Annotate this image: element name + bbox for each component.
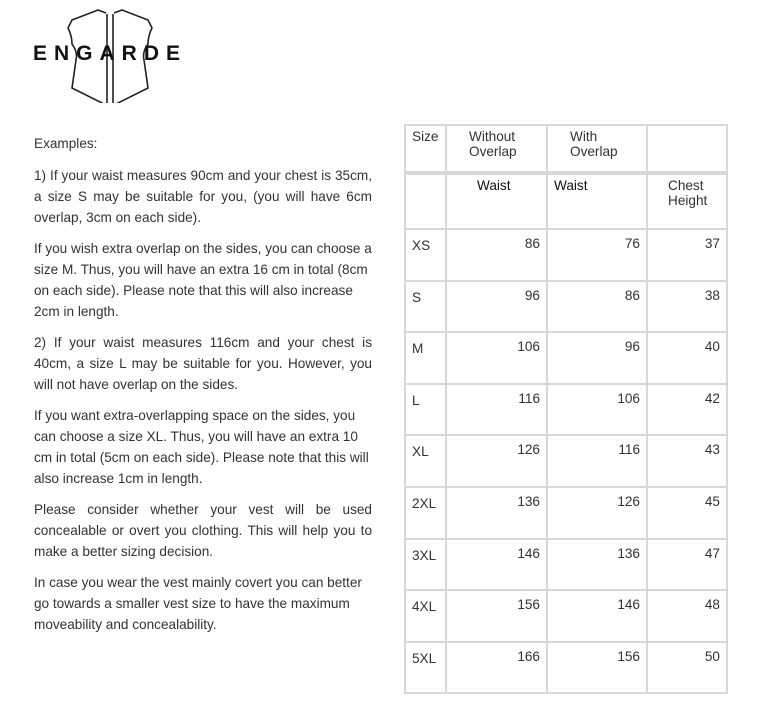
chest-height-cell: 48 bbox=[647, 590, 727, 642]
header-cell: Chest Height bbox=[647, 173, 727, 229]
examples-text bbox=[34, 133, 372, 645]
size-cell: XS bbox=[405, 229, 446, 281]
chest-height-cell: 43 bbox=[647, 435, 727, 487]
table-row bbox=[405, 539, 727, 591]
chest-height-cell: 45 bbox=[647, 487, 727, 539]
waist-without-overlap-cell: 126 bbox=[446, 435, 547, 487]
waist-without-overlap-cell: 156 bbox=[446, 590, 547, 642]
header-cell: With Overlap bbox=[547, 125, 647, 173]
examples-heading: Examples: bbox=[34, 136, 98, 151]
waist-without-overlap-cell: 136 bbox=[446, 487, 547, 539]
example-paragraph: In case you wear the vest mainly covert you can better go towards a smaller vest size to have the maximum moveability and concealability. bbox=[34, 575, 362, 632]
example-paragraph: 2) If your waist measures 116cm and your chest is 40cm, a size L may be suitable for you. However, you will not have overlap on the sides. bbox=[34, 335, 372, 392]
chest-height-cell: 38 bbox=[647, 281, 727, 333]
waist-without-overlap-cell: 146 bbox=[446, 539, 547, 591]
chest-height-cell: 37 bbox=[647, 229, 727, 281]
size-cell: 5XL bbox=[405, 642, 446, 694]
example-paragraph: 1) If your waist measures 90cm and your chest is 35cm, a size S may be suitable for you, (you will have 6cm overlap, 3cm on each side). bbox=[34, 168, 372, 225]
waist-with-overlap-cell: 116 bbox=[547, 435, 647, 487]
table-row bbox=[405, 487, 727, 539]
header-cell: Size bbox=[405, 125, 446, 173]
waist-with-overlap-cell: 76 bbox=[547, 229, 647, 281]
header-cell: Waist bbox=[446, 173, 547, 229]
brand-name: ENGARDE bbox=[32, 42, 187, 65]
waist-with-overlap-cell: 86 bbox=[547, 281, 647, 333]
table-row bbox=[405, 229, 727, 281]
size-cell: 3XL bbox=[405, 539, 446, 591]
waist-without-overlap-cell: 86 bbox=[446, 229, 547, 281]
table-row bbox=[405, 332, 727, 384]
waist-with-overlap-cell: 156 bbox=[547, 642, 647, 694]
waist-with-overlap-cell: 136 bbox=[547, 539, 647, 591]
size-cell: L bbox=[405, 384, 446, 436]
waist-with-overlap-cell: 146 bbox=[547, 590, 647, 642]
chest-height-cell: 47 bbox=[647, 539, 727, 591]
header-cell: Without Overlap bbox=[446, 125, 547, 173]
waist-without-overlap-cell: 96 bbox=[446, 281, 547, 333]
chest-height-cell: 42 bbox=[647, 384, 727, 436]
engarde-logo bbox=[30, 8, 190, 103]
table-row bbox=[405, 435, 727, 487]
waist-without-overlap-cell: 166 bbox=[446, 642, 547, 694]
table-row bbox=[405, 384, 727, 436]
waist-with-overlap-cell: 106 bbox=[547, 384, 647, 436]
size-cell: 4XL bbox=[405, 590, 446, 642]
size-cell: 2XL bbox=[405, 487, 446, 539]
example-paragraph: Please consider whether your vest will be used concealable or overt you clothing. This will help you to make a better sizing decision. bbox=[34, 502, 372, 559]
waist-with-overlap-cell: 96 bbox=[547, 332, 647, 384]
size-cell: XL bbox=[405, 435, 446, 487]
waist-without-overlap-cell: 106 bbox=[446, 332, 547, 384]
waist-with-overlap-cell: 126 bbox=[547, 487, 647, 539]
waist-without-overlap-cell: 116 bbox=[446, 384, 547, 436]
chest-height-cell: 50 bbox=[647, 642, 727, 694]
table-subheader-row bbox=[405, 173, 727, 229]
header-cell bbox=[647, 125, 727, 173]
example-paragraph: If you wish extra overlap on the sides, you can choose a size M. Thus, you will have an extra 16 cm in total (8cm on each side). Please note that this will also increase 2cm in length. bbox=[34, 241, 372, 319]
header-cell: Waist bbox=[547, 173, 647, 229]
table-row bbox=[405, 642, 727, 694]
table-row bbox=[405, 281, 727, 333]
size-table bbox=[404, 124, 728, 694]
header-cell bbox=[405, 173, 446, 229]
table-header-row bbox=[405, 125, 727, 173]
size-cell: S bbox=[405, 281, 446, 333]
chest-height-cell: 40 bbox=[647, 332, 727, 384]
example-paragraph: If you want extra-overlapping space on the sides, you can choose a size XL. Thus, you will have an extra 10 cm in total (5cm on each side). Please note that this will also increase 1cm in length. bbox=[34, 408, 369, 486]
table-row bbox=[405, 590, 727, 642]
size-cell: M bbox=[405, 332, 446, 384]
